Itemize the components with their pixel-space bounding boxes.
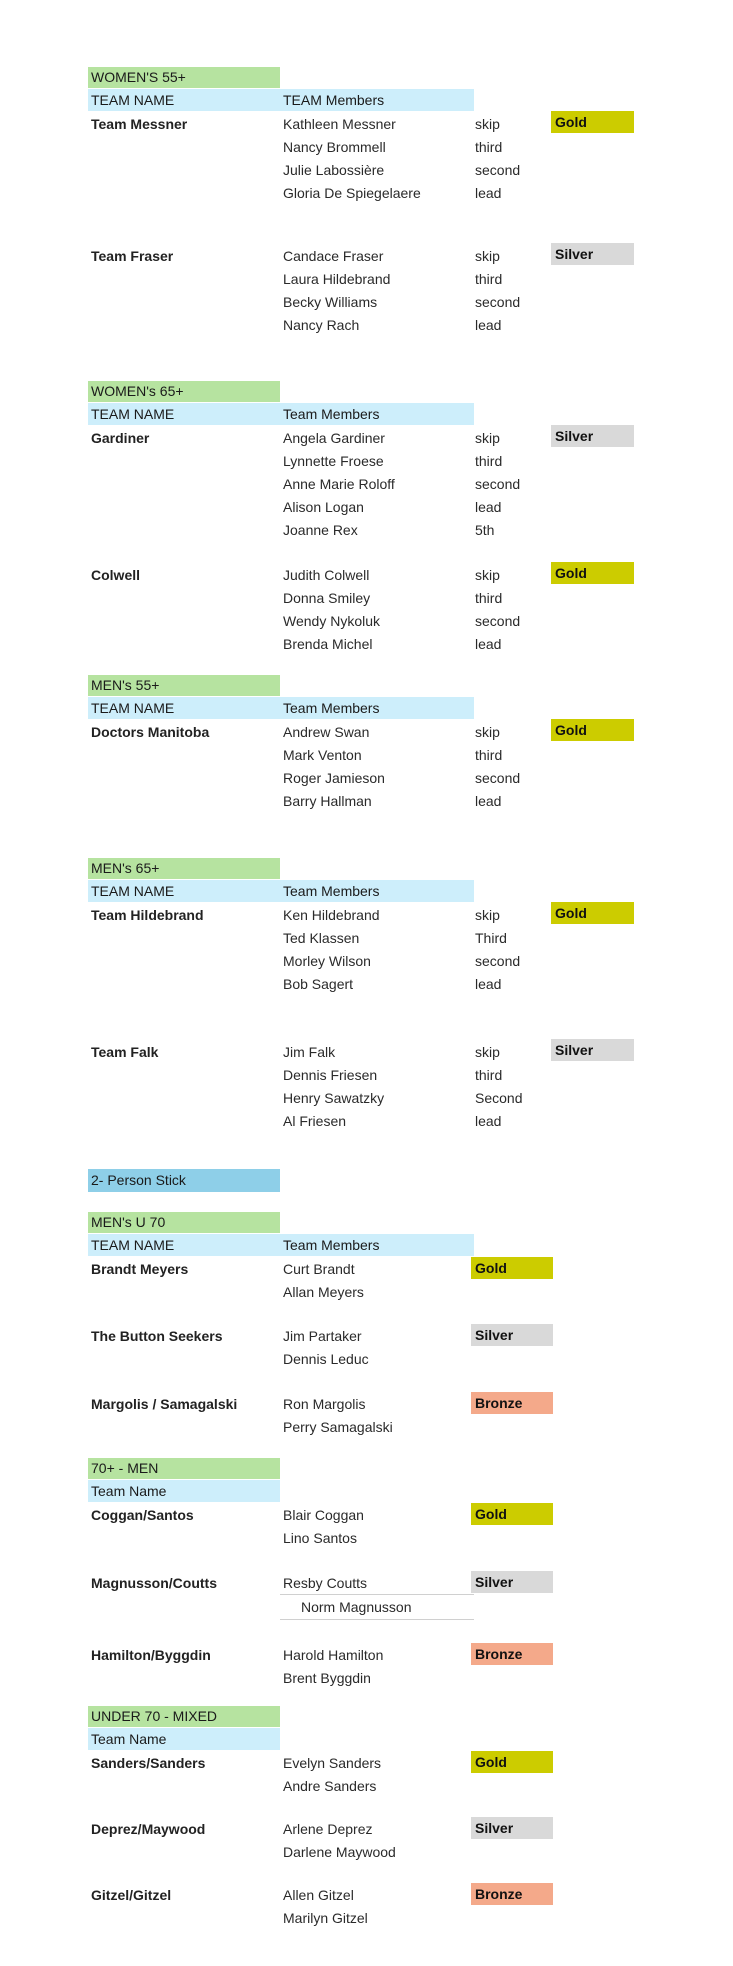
member-position: lead	[475, 636, 502, 652]
member-name: Perry Samagalski	[283, 1419, 393, 1435]
member-name: Arlene Deprez	[283, 1821, 373, 1837]
medal-badge-gold: Gold	[551, 562, 634, 584]
member-name: Resby Coutts	[283, 1575, 368, 1591]
section-title-70-plus-men: 70+ - MEN	[88, 1458, 280, 1479]
medal-badge-bronze: Bronze	[471, 1883, 553, 1905]
member-position: second	[475, 953, 521, 969]
team-name: Team Hildebrand	[91, 907, 204, 923]
member-name: Brent Byggdin	[283, 1670, 371, 1686]
member-name: Lynnette Froese	[283, 453, 384, 469]
team-name: Deprez/Maywood	[91, 1821, 206, 1837]
member-name: Mark Venton	[283, 747, 362, 763]
medal-badge-silver: Silver	[551, 243, 634, 265]
member-position: skip	[475, 248, 500, 264]
header-team-members: Team Members	[280, 1234, 474, 1256]
member-name: Ron Margolis	[283, 1396, 366, 1412]
member-name: Candace Fraser	[283, 248, 384, 264]
header-team-members: Team Members	[280, 697, 474, 719]
team-name: Margolis / Samagalski	[91, 1396, 238, 1412]
member-name: Judith Colwell	[283, 567, 370, 583]
team-name: Colwell	[91, 567, 141, 583]
member-name: Angela Gardiner	[283, 430, 385, 446]
member-position: second	[475, 613, 521, 629]
team-name: Team Fraser	[91, 248, 174, 264]
member-position: third	[475, 747, 503, 763]
member-position: skip	[475, 567, 500, 583]
member-name: Kathleen Messner	[283, 116, 396, 132]
medal-badge-silver: Silver	[551, 1039, 634, 1061]
member-position: skip	[475, 116, 500, 132]
member-name: Andre Sanders	[283, 1778, 377, 1794]
header-team-name: TEAM NAME	[88, 880, 280, 902]
member-name: Dennis Friesen	[283, 1067, 378, 1083]
team-name: The Button Seekers	[91, 1328, 223, 1344]
member-name: Bob Sagert	[283, 976, 354, 992]
member-position: lead	[475, 499, 502, 515]
member-name: Brenda Michel	[283, 636, 373, 652]
member-name: Alison Logan	[283, 499, 364, 515]
member-name: Morley Wilson	[283, 953, 371, 969]
header-team-name: TEAM NAME	[88, 1234, 280, 1256]
section-title-mens-u70: MEN's U 70	[88, 1212, 280, 1233]
header-team-name: TEAM NAME	[88, 89, 280, 111]
team-name: Sanders/Sanders	[91, 1755, 206, 1771]
member-name: Ken Hildebrand	[283, 907, 380, 923]
header-team-members: Team Members	[280, 403, 474, 425]
header-team-name: Team Name	[88, 1480, 280, 1502]
member-position: skip	[475, 1044, 500, 1060]
member-name: Gloria De Spiegelaere	[283, 185, 421, 201]
team-name: Gardiner	[91, 430, 150, 446]
member-name: Norm Magnusson	[301, 1599, 412, 1615]
medal-badge-gold: Gold	[471, 1257, 553, 1279]
member-position: lead	[475, 317, 502, 333]
member-position: second	[475, 294, 521, 310]
member-position: Second	[475, 1090, 523, 1106]
medal-badge-gold: Gold	[471, 1751, 553, 1773]
team-name: Coggan/Santos	[91, 1507, 194, 1523]
medal-badge-bronze: Bronze	[471, 1643, 553, 1665]
member-name: Barry Hallman	[283, 793, 372, 809]
medal-badge-silver: Silver	[471, 1324, 553, 1346]
section-title-under-70-mixed: UNDER 70 - MIXED	[88, 1706, 280, 1727]
member-name: Julie Labossière	[283, 162, 385, 178]
member-name: Evelyn Sanders	[283, 1755, 382, 1771]
member-name: Becky Williams	[283, 294, 378, 310]
member-name: Roger Jamieson	[283, 770, 385, 786]
member-name: Joanne Rex	[283, 522, 358, 538]
member-name: Jim Partaker	[283, 1328, 362, 1344]
section-title-mens-55: MEN's 55+	[88, 675, 280, 696]
member-position: skip	[475, 724, 500, 740]
member-position: lead	[475, 1113, 502, 1129]
member-position: Third	[475, 930, 507, 946]
section-title-womens-65: WOMEN's 65+	[88, 381, 280, 402]
team-name: Hamilton/Byggdin	[91, 1647, 211, 1663]
header-team-members: TEAM Members	[280, 89, 474, 111]
member-name: Andrew Swan	[283, 724, 370, 740]
member-name: Darlene Maywood	[283, 1844, 396, 1860]
member-name: Nancy Rach	[283, 317, 360, 333]
member-position: third	[475, 590, 503, 606]
header-team-name: Team Name	[88, 1728, 280, 1750]
header-team-name: TEAM NAME	[88, 403, 280, 425]
medal-badge-gold: Gold	[471, 1503, 553, 1525]
medal-badge-gold: Gold	[551, 902, 634, 924]
member-position: lead	[475, 793, 502, 809]
member-name: Curt Brandt	[283, 1261, 355, 1277]
medal-badge-silver: Silver	[551, 425, 634, 447]
team-name: Doctors Manitoba	[91, 724, 210, 740]
team-name: Brandt Meyers	[91, 1261, 189, 1277]
member-name: Henry Sawatzky	[283, 1090, 385, 1106]
member-name: Laura Hildebrand	[283, 271, 391, 287]
member-position: skip	[475, 430, 500, 446]
member-position: skip	[475, 907, 500, 923]
member-name: Lino Santos	[283, 1530, 357, 1546]
medal-badge-silver: Silver	[471, 1571, 553, 1593]
member-position: lead	[475, 976, 502, 992]
member-position: second	[475, 770, 521, 786]
category-label-2-person-stick: 2- Person Stick	[88, 1169, 280, 1192]
member-name: Wendy Nykoluk	[283, 613, 381, 629]
member-name: Allan Meyers	[283, 1284, 364, 1300]
medal-badge-bronze: Bronze	[471, 1392, 553, 1414]
member-position: third	[475, 453, 503, 469]
cell-divider	[280, 1594, 474, 1595]
member-name: Nancy Brommell	[283, 139, 386, 155]
cell-divider	[280, 1619, 474, 1620]
member-name: Al Friesen	[283, 1113, 347, 1129]
member-name: Donna Smiley	[283, 590, 371, 606]
medal-badge-gold: Gold	[551, 111, 634, 133]
team-name: Team Messner	[91, 116, 188, 132]
member-position: third	[475, 1067, 503, 1083]
member-name: Marilyn Gitzel	[283, 1910, 368, 1926]
member-name: Harold Hamilton	[283, 1647, 384, 1663]
member-position: 5th	[475, 522, 495, 538]
header-team-members: Team Members	[280, 880, 474, 902]
team-name: Magnusson/Coutts	[91, 1575, 217, 1591]
member-position: second	[475, 476, 521, 492]
member-name: Blair Coggan	[283, 1507, 364, 1523]
member-name: Dennis Leduc	[283, 1351, 369, 1367]
team-name: Team Falk	[91, 1044, 159, 1060]
section-title-mens-65: MEN's 65+	[88, 858, 280, 879]
member-position: third	[475, 271, 503, 287]
section-title-womens-55: WOMEN'S 55+	[88, 67, 280, 88]
header-team-name: TEAM NAME	[88, 697, 280, 719]
medal-badge-silver: Silver	[471, 1817, 553, 1839]
member-name: Ted Klassen	[283, 930, 360, 946]
member-name: Anne Marie Roloff	[283, 476, 395, 492]
team-name: Gitzel/Gitzel	[91, 1887, 172, 1903]
member-position: third	[475, 139, 503, 155]
member-name: Jim Falk	[283, 1044, 336, 1060]
member-position: second	[475, 162, 521, 178]
medal-badge-gold: Gold	[551, 719, 634, 741]
member-position: lead	[475, 185, 502, 201]
member-name: Allen Gitzel	[283, 1887, 354, 1903]
